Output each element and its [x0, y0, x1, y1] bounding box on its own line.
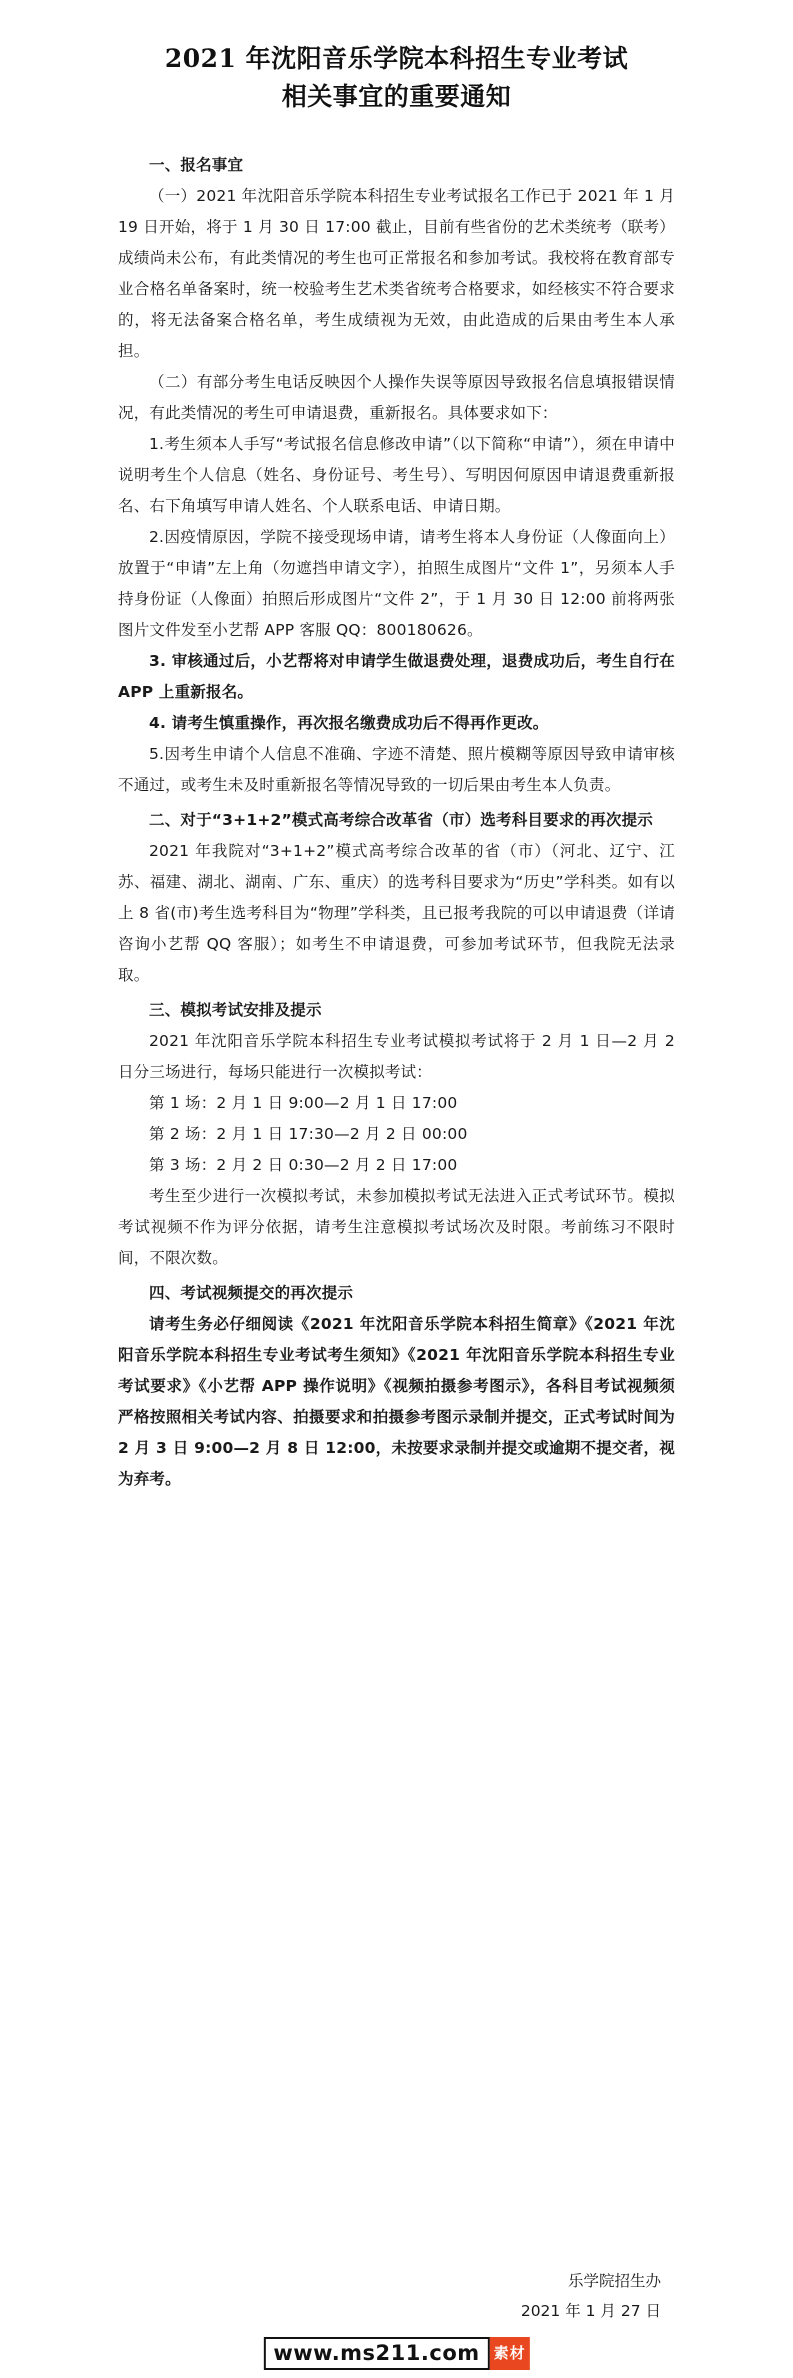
section-2-paragraph-1: 2021 年我院对“3+1+2”模式高考综合改革的省（市）（河北、辽宁、江苏、福建、湖北、湖南、广东、重庆）的选考科目要求为“历史”学科类。如有以上 8 省(市)考生选考科目为“物理”学科类，且已报考我院的可以申请退费（详请咨询小艺帮 QQ 客服）；如考生不申请退费，可参加考试环节，但我院无法录取。 [118, 842, 675, 984]
section-3-session-1: 第 1 场：2 月 1 日 9:00—2 月 1 日 17:00 [149, 1094, 458, 1112]
title-line-1: 2021 年沈阳音乐学院本科招生专业考试 [164, 44, 629, 73]
section-1-paragraph-7: 5.因考生申请个人信息不准确、字迹不清楚、照片模糊等原因导致申请审核不通过，或考生未及时重新报名等情况导致的一切后果由考生本人负责。 [118, 745, 675, 794]
watermark-url: www.ms211.com [263, 2337, 489, 2370]
document-footer [521, 2266, 661, 2326]
section-1-paragraph-4: 2.因疫情原因，学院不接受现场申请，请考生将本人身份证（人像面向上）放置于“申请”左上角（勿遮挡申请文字），拍照生成图片“文件 1”，另须本人手持身份证（人像面）拍照后形成图片“文件 2”，于 1 月 30 日 12:00 前将两张图片文件发至小艺帮 APP 客服 QQ：800180626。 [118, 528, 675, 639]
section-3-paragraph-5: 考生至少进行一次模拟考试，未参加模拟考试无法进入正式考试环节。模拟考试视频不作为评分依据，请考生注意模拟考试场次及时限。考前练习不限时间，不限次数。 [118, 1187, 675, 1267]
footer-date: 2021 年 1 月 27 日 [520, 2302, 661, 2320]
title-line-2: 相关事宜的重要通知 [281, 82, 512, 111]
footer-organization: 乐学院招生办 [567, 2272, 661, 2290]
document-body [0, 150, 793, 1495]
watermark-tag: 素材 [490, 2337, 530, 2370]
watermark [263, 2337, 529, 2370]
section-1-paragraph-6: 4. 请考生慎重操作，再次报名缴费成功后不得再作更改。 [149, 714, 549, 732]
section-heading-4: 四、考试视频提交的再次提示 [149, 1284, 354, 1302]
section-heading-1: 一、报名事宜 [149, 156, 244, 174]
section-1-paragraph-1: （一）2021 年沈阳音乐学院本科招生专业考试报名工作已于 2021 年 1 月 19 日开始，将于 1 月 30 日 17:00 截止，目前有些省份的艺术类统考（联考）成绩尚未公布，有此类情况的考生也可正常报名和参加考试。我校将在教育部专业合格名单备案时，统一校验考生艺术类省统考合格要求，如经核实不符合要求的，将无法备案合格名单，考生成绩视为无效，由此造成的后果由考生本人承担。 [118, 187, 675, 360]
page-title [0, 40, 793, 116]
section-1-paragraph-5: 3. 审核通过后，小艺帮将对申请学生做退费处理，退费成功后，考生自行在 APP 上重新报名。 [118, 652, 675, 701]
section-heading-2: 二、对于“3+1+2”模式高考综合改革省（市）选考科目要求的再次提示 [149, 811, 654, 829]
section-heading-3: 三、模拟考试安排及提示 [149, 1001, 322, 1019]
section-1-paragraph-3: 1.考生须本人手写“考试报名信息修改申请”（以下简称“申请”），须在申请中说明考生个人信息（姓名、身份证号、考生号）、写明因何原因申请退费重新报名、右下角填写申请人姓名、个人联系电话、申请日期。 [118, 435, 675, 515]
section-3-session-3: 第 3 场：2 月 2 日 0:30—2 月 2 日 17:00 [149, 1156, 458, 1174]
section-3-session-2: 第 2 场：2 月 1 日 17:30—2 月 2 日 00:00 [149, 1125, 468, 1143]
section-1-paragraph-2: （二）有部分考生电话反映因个人操作失误等原因导致报名信息填报错误情况，有此类情况的考生可申请退费，重新报名。具体要求如下： [118, 373, 675, 422]
section-4-paragraph-1: 请考生务必仔细阅读《2021 年沈阳音乐学院本科招生简章》《2021 年沈阳音乐学院本科招生专业考试考生须知》《2021 年沈阳音乐学院本科招生专业考试要求》《小艺帮 APP 操作说明》《视频拍摄参考图示》，各科目考试视频须严格按照相关考试内容、拍摄要求和拍摄参考图示录制并提交，正式考试时间为 2 月 3 日 9:00—2 月 8 日 12:00，未按要求录制并提交或逾期不提交者，视为弃考。 [118, 1315, 675, 1488]
section-3-paragraph-1: 2021 年沈阳音乐学院本科招生专业考试模拟考试将于 2 月 1 日—2 月 2 日分三场进行，每场只能进行一次模拟考试： [118, 1032, 675, 1081]
